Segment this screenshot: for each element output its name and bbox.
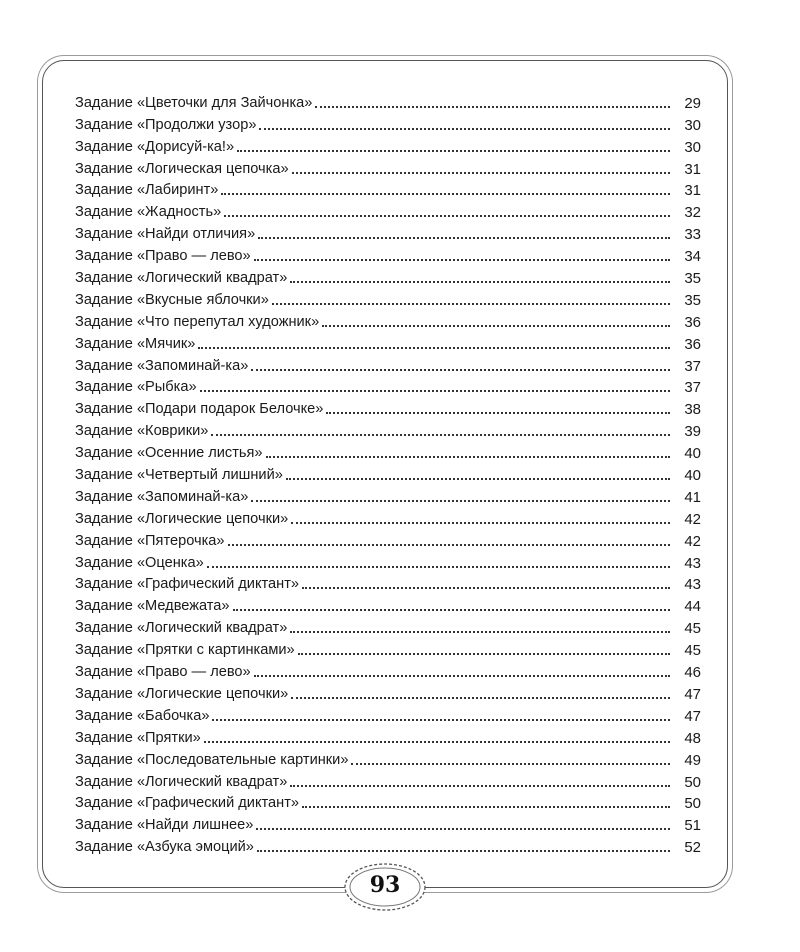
toc-entry-page: 45 — [684, 642, 701, 660]
toc-dot-leader — [204, 741, 670, 743]
toc-dot-leader — [302, 806, 670, 808]
page-number-badge — [343, 862, 427, 912]
toc-entry-page: 30 — [684, 116, 701, 134]
toc-entry-title: Задание «Прятки» — [75, 729, 201, 746]
toc-entry — [75, 265, 701, 287]
toc-entry-title: Задание «Прятки с картинками» — [75, 642, 295, 659]
toc-entry — [75, 791, 701, 813]
toc-entry-title: Задание «Логический квадрат» — [75, 270, 288, 287]
toc-entry-title: Задание «Медвежата» — [75, 598, 230, 615]
toc-entry-title: Задание «Логические цепочки» — [75, 510, 289, 527]
toc-entry-title: Задание «Оценка» — [75, 554, 204, 571]
toc-entry — [75, 637, 701, 659]
toc-dot-leader — [258, 237, 670, 239]
toc-entry-title: Задание «Запоминай-ка» — [75, 357, 249, 374]
toc-dot-leader — [256, 828, 670, 830]
toc-entry-page: 44 — [684, 598, 701, 616]
toc-entry-title: Задание «Логический квадрат» — [75, 773, 288, 790]
toc-entry — [75, 572, 701, 594]
toc-entry — [75, 506, 701, 528]
toc-entry — [75, 178, 701, 200]
toc-entry — [75, 375, 701, 397]
toc-entry-page: 45 — [684, 620, 701, 638]
page-number: 93 — [369, 872, 401, 898]
toc-entry-page: 32 — [684, 204, 701, 222]
toc-entry-page: 29 — [684, 94, 701, 112]
toc-entry-page: 31 — [684, 182, 701, 200]
toc-dot-leader — [298, 653, 670, 655]
toc-entry — [75, 681, 701, 703]
toc-dot-leader — [272, 303, 670, 305]
toc-entry-page: 42 — [684, 532, 701, 550]
toc-entry-title: Задание «Дорисуй-ка!» — [75, 138, 235, 155]
toc-entry-title: Задание «Коврики» — [75, 423, 209, 440]
toc-entry — [75, 90, 701, 112]
toc-dot-leader — [254, 259, 670, 261]
toc-dot-leader — [233, 609, 670, 611]
toc-entry — [75, 462, 701, 484]
toc-entry-title: Задание «Продолжи узор» — [75, 116, 257, 133]
toc-entry — [75, 418, 701, 440]
toc-entry-title: Задание «Логические цепочки» — [75, 685, 289, 702]
toc-entry — [75, 769, 701, 791]
toc-entry-page: 36 — [684, 335, 701, 353]
toc-entry — [75, 550, 701, 572]
toc-entry — [75, 834, 701, 856]
toc-entry-title: Задание «Графический диктант» — [75, 576, 300, 593]
toc-entry — [75, 659, 701, 681]
toc-entry-page: 43 — [684, 554, 701, 572]
toc-entry — [75, 112, 701, 134]
toc-dot-leader — [286, 478, 670, 480]
toc-entry-page: 39 — [684, 423, 701, 441]
toc-entry — [75, 243, 701, 265]
toc-entry-page: 50 — [684, 773, 701, 791]
toc-entry-page: 49 — [684, 751, 701, 769]
toc-entry-title: Задание «Азбука эмоций» — [75, 839, 254, 856]
toc-entry-title: Задание «Графический диктант» — [75, 795, 300, 812]
toc-entry-title: Задание «Подари подарок Белочке» — [75, 401, 324, 418]
toc-dot-leader — [237, 150, 670, 152]
toc-dot-leader — [290, 785, 670, 787]
toc-entry-page: 30 — [684, 138, 701, 156]
toc-entry-title: Задание «Что перепутал художник» — [75, 313, 320, 330]
toc-entry-page: 43 — [684, 576, 701, 594]
toc-dot-leader — [315, 106, 670, 108]
toc-entry-page: 52 — [684, 839, 701, 857]
toc-entry-page: 51 — [684, 817, 701, 835]
toc-dot-leader — [211, 434, 670, 436]
toc-entry — [75, 221, 701, 243]
toc-dot-leader — [326, 412, 670, 414]
toc-dot-leader — [251, 369, 670, 371]
toc-entry-title: Задание «Логический квадрат» — [75, 620, 288, 637]
toc-dot-leader — [212, 719, 670, 721]
toc-entry-page: 35 — [684, 291, 701, 309]
toc-entry-title: Задание «Найди лишнее» — [75, 817, 254, 834]
toc-dot-leader — [259, 128, 670, 130]
toc-dot-leader — [351, 763, 670, 765]
toc-entry-page: 34 — [684, 248, 701, 266]
toc-dot-leader — [290, 631, 670, 633]
toc-entry-title: Задание «Цветочки для Зайчонка» — [75, 94, 313, 111]
toc-dot-leader — [292, 172, 670, 174]
toc-entry-page: 40 — [684, 445, 701, 463]
toc-dot-leader — [291, 522, 670, 524]
toc-dot-leader — [251, 500, 670, 502]
toc-entry — [75, 725, 701, 747]
toc-entry — [75, 703, 701, 725]
toc-dot-leader — [207, 566, 670, 568]
toc-dot-leader — [322, 325, 670, 327]
toc-entry-title: Задание «Лабиринт» — [75, 182, 219, 199]
toc-dot-leader — [291, 697, 670, 699]
toc-entry — [75, 812, 701, 834]
toc-entry-title: Задание «Осенние листья» — [75, 445, 263, 462]
toc-entry — [75, 747, 701, 769]
toc-entry-page: 48 — [684, 729, 701, 747]
toc-entry-title: Задание «Пятерочка» — [75, 532, 225, 549]
table-of-contents — [75, 90, 701, 856]
toc-entry-page: 36 — [684, 313, 701, 331]
toc-entry-title: Задание «Найди отличия» — [75, 226, 256, 243]
toc-entry-title: Задание «Бабочка» — [75, 707, 210, 724]
toc-entry — [75, 156, 701, 178]
toc-entry-page: 37 — [684, 357, 701, 375]
toc-entry-title: Задание «Рыбка» — [75, 379, 197, 396]
toc-entry — [75, 396, 701, 418]
toc-entry — [75, 287, 701, 309]
toc-dot-leader — [290, 281, 670, 283]
toc-entry-title: Задание «Вкусные яблочки» — [75, 291, 269, 308]
toc-entry-title: Задание «Мячик» — [75, 335, 196, 352]
toc-entry-page: 41 — [684, 488, 701, 506]
toc-entry-title: Задание «Четвертый лишний» — [75, 467, 283, 484]
toc-entry — [75, 199, 701, 221]
toc-entry — [75, 528, 701, 550]
toc-entry-page: 35 — [684, 270, 701, 288]
toc-entry-title: Задание «Право — лево» — [75, 248, 251, 265]
toc-dot-leader — [198, 347, 670, 349]
toc-entry-page: 31 — [684, 160, 701, 178]
toc-entry-page: 33 — [684, 226, 701, 244]
toc-entry — [75, 593, 701, 615]
toc-entry-page: 37 — [684, 379, 701, 397]
toc-entry-page: 47 — [684, 685, 701, 703]
toc-entry — [75, 134, 701, 156]
toc-dot-leader — [302, 587, 670, 589]
toc-entry-page: 38 — [684, 401, 701, 419]
toc-entry — [75, 331, 701, 353]
toc-dot-leader — [200, 390, 670, 392]
toc-entry — [75, 440, 701, 462]
toc-entry — [75, 353, 701, 375]
toc-entry-title: Задание «Право — лево» — [75, 664, 251, 681]
toc-entry-page: 42 — [684, 510, 701, 528]
toc-dot-leader — [228, 544, 670, 546]
toc-entry-page: 50 — [684, 795, 701, 813]
toc-entry-page: 40 — [684, 467, 701, 485]
toc-entry-title: Задание «Логическая цепочка» — [75, 160, 289, 177]
toc-entry-title: Задание «Жадность» — [75, 204, 222, 221]
toc-entry-title: Задание «Запоминай-ка» — [75, 488, 249, 505]
toc-entry — [75, 615, 701, 637]
toc-entry — [75, 309, 701, 331]
toc-entry-page: 46 — [684, 664, 701, 682]
toc-dot-leader — [221, 193, 670, 195]
toc-dot-leader — [254, 675, 670, 677]
toc-dot-leader — [257, 850, 670, 852]
toc-entry-title: Задание «Последовательные картинки» — [75, 751, 349, 768]
toc-entry — [75, 484, 701, 506]
toc-dot-leader — [224, 215, 670, 217]
toc-entry-page: 47 — [684, 707, 701, 725]
toc-dot-leader — [266, 456, 670, 458]
